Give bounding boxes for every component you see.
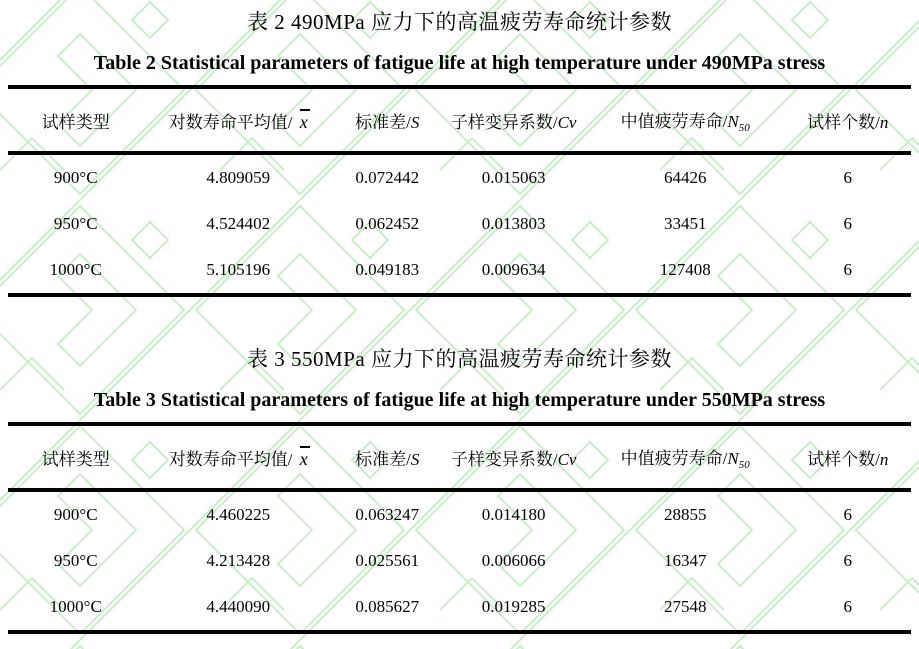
table-cell: 950°C	[53, 214, 98, 233]
column-header-specimen-type	[8, 87, 143, 153]
column-header-specimen-count	[785, 87, 911, 153]
column-label: 标准差/	[355, 112, 411, 132]
table-cell: 27548	[663, 597, 707, 616]
n50-symbol: N	[727, 111, 739, 131]
column-header-variation-coefficient	[441, 424, 585, 490]
column-label: 试样类型	[41, 112, 110, 132]
table-cell: 0.063247	[355, 505, 420, 524]
table2-title-zh: 表 2 490MPa 应力下的高温疲劳寿命统计参数	[247, 10, 672, 34]
table-cell: 6	[843, 551, 853, 570]
table-cell: 6	[843, 260, 853, 279]
table-cell: 0.049183	[355, 260, 420, 279]
table2-header-row	[8, 87, 911, 153]
table-cell: 0.009634	[481, 260, 546, 279]
table-cell: 0.015063	[481, 168, 546, 187]
column-label: 对数寿命平均值/	[168, 449, 297, 469]
table-cell: 0.072442	[355, 168, 420, 187]
table-cell: 1000°C	[49, 260, 102, 279]
table-row	[8, 201, 911, 247]
table-cell: 6	[843, 597, 853, 616]
table-2	[8, 85, 911, 297]
cv-symbol: Cv	[557, 449, 577, 469]
column-header-variation-coefficient	[441, 87, 585, 153]
table3-section	[0, 345, 919, 634]
n50-symbol: N	[727, 448, 739, 468]
n-symbol: n	[879, 449, 889, 469]
table-cell: 4.524402	[206, 214, 271, 233]
table-cell: 4.460225	[206, 505, 271, 524]
s-symbol: S	[410, 449, 420, 469]
s-symbol: S	[410, 112, 420, 132]
column-header-specimen-type	[8, 424, 143, 490]
table-row	[8, 247, 911, 295]
table-cell: 64426	[663, 168, 707, 187]
table-row	[8, 153, 911, 201]
column-header-median-fatigue-life	[586, 424, 785, 490]
column-header-log-life-mean	[143, 424, 333, 490]
column-header-std-dev	[333, 87, 441, 153]
xbar-symbol: x	[299, 448, 308, 469]
table-cell: 0.025561	[355, 551, 420, 570]
column-label: 试样类型	[41, 449, 110, 469]
table-row	[8, 538, 911, 584]
table-cell: 950°C	[53, 551, 98, 570]
table-cell: 16347	[663, 551, 707, 570]
table-cell: 0.006066	[481, 551, 546, 570]
table-cell: 0.013803	[481, 214, 546, 233]
table-cell: 4.440090	[206, 597, 271, 616]
table-cell: 33451	[663, 214, 707, 233]
table-cell: 900°C	[53, 505, 98, 524]
table-cell: 0.085627	[355, 597, 420, 616]
column-header-specimen-count	[785, 424, 911, 490]
column-label: 对数寿命平均值/	[168, 112, 297, 132]
table-row	[8, 490, 911, 538]
column-label: 试样个数/	[807, 112, 880, 132]
table-cell: 6	[843, 214, 853, 233]
cv-symbol: Cv	[557, 112, 577, 132]
table3-title-zh: 表 3 550MPa 应力下的高温疲劳寿命统计参数	[247, 347, 672, 371]
column-header-log-life-mean	[143, 87, 333, 153]
table-cell: 4.213428	[206, 551, 271, 570]
table-row	[8, 584, 911, 632]
table-cell: 28855	[663, 505, 707, 524]
table-cell: 6	[843, 505, 853, 524]
table2-section	[0, 8, 919, 297]
n50-subscript: 50	[738, 121, 750, 134]
table-cell: 6	[843, 168, 853, 187]
table-cell: 4.809059	[206, 168, 271, 187]
column-label: 子样变异系数/	[450, 112, 558, 132]
table-cell: 127408	[659, 260, 711, 279]
n50-subscript: 50	[738, 458, 750, 471]
column-label: 子样变异系数/	[450, 449, 558, 469]
column-label: 试样个数/	[807, 449, 880, 469]
column-header-std-dev	[333, 424, 441, 490]
xbar-symbol: x	[299, 111, 308, 132]
table-cell: 1000°C	[49, 597, 102, 616]
column-header-median-fatigue-life	[586, 87, 785, 153]
table3-header-row	[8, 424, 911, 490]
table-3	[8, 422, 911, 634]
column-label: 中值疲劳寿命/	[620, 448, 728, 468]
table-cell: 0.019285	[481, 597, 546, 616]
column-label: 中值疲劳寿命/	[620, 111, 728, 131]
n-symbol: n	[879, 112, 889, 132]
column-label: 标准差/	[355, 449, 411, 469]
table3-title-en: Table 3 Statistical parameters of fatigue life at high temperature under 550MPa stress	[93, 389, 826, 411]
table-cell: 0.014180	[481, 505, 546, 524]
table-cell: 5.105196	[206, 260, 271, 279]
table2-title-en: Table 2 Statistical parameters of fatigue life at high temperature under 490MPa stress	[93, 52, 826, 74]
table-cell: 900°C	[53, 168, 98, 187]
table-cell: 0.062452	[355, 214, 420, 233]
